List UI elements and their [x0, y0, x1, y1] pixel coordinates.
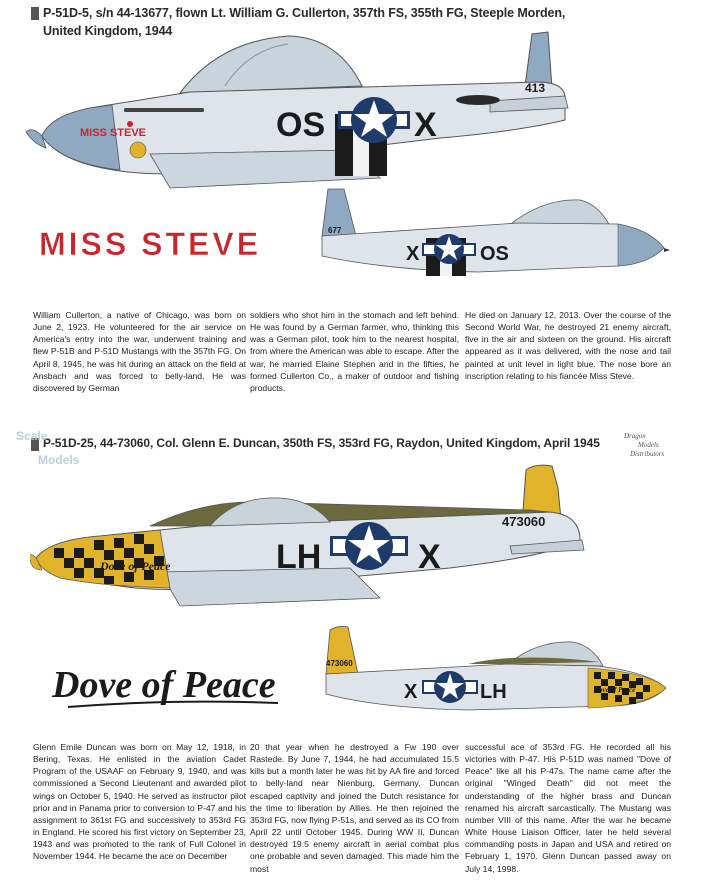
- section1-text-col3: He died on January 12, 2013. Over the course of the Second World War, he destroyed 21 enemy aircraft, five in the air and sixteen on the ground. His aircraft appeared as it was delivered, with the nose and tail painted at unit level in light blue. The nose bore an inscription relating to his fiancée Miss Steve.: [465, 310, 671, 381]
- tail-fin: [525, 32, 552, 88]
- code-right: X: [418, 538, 441, 576]
- small-code-right: OS: [480, 243, 509, 265]
- code-left: LH: [276, 538, 322, 576]
- wing: [160, 568, 380, 606]
- section1-title-line2: United Kingdom, 1944: [43, 24, 173, 38]
- small-code-left: X: [404, 681, 418, 703]
- dove-of-peace-large: Dove of Peace: [52, 664, 276, 706]
- nose-inscription: Dove of Peace: [100, 559, 171, 573]
- section1-title-line1: P-51D-5, s/n 44-13677, flown Lt. William G. Cullerton, 357th FS, 355th FG, Steeple Morden,: [43, 6, 566, 20]
- miss-steve-large: MISS STEVE: [39, 226, 262, 262]
- svg-text:Models: Models: [638, 441, 659, 449]
- section1-marker: [31, 7, 39, 20]
- svg-text:Models: Models: [38, 453, 80, 467]
- small-tail-serial: 473060: [326, 659, 353, 668]
- canopy: [210, 498, 330, 526]
- watermark-right-logo: [622, 430, 692, 460]
- svg-text:Dragon: Dragon: [624, 432, 646, 440]
- spinner: [26, 130, 46, 148]
- section1-text-col2: soldiers who shot him in the stomach and left behind. He was found by a German farmer, who, thinking this was a German pilot, took him to the nearest hospital, from where the American was able to escape. After the war, he married Elaine Stephen and in the fifties, he formed Cullerton Co., a maker of outdoor and fishing products.: [250, 310, 459, 393]
- code-left: OS: [276, 106, 326, 144]
- section1-side-view: [20, 28, 700, 203]
- small-tail-serial: 677: [328, 226, 342, 235]
- canopy: [180, 36, 362, 93]
- small-code-left: X: [406, 243, 420, 265]
- section2-text-col2: 20 that year when he destroyed a Fw 190 over Rastede. By June 7, 1944, he had accumulated 15.5 kills but a month later he was hit by AA fire and forced to belly-land near Nienburg, Germany. Duncan escaped captivity and joined the Dutch resistance for the time to liberation by Allies. He then rejoined the 353rd FG, now flying P-51s, and served as its CO from April 22 until October 1945. During WW II, Duncan destroyed 19.5 enemy aircraft in aerial combat plus one probable and seven damaged. This made him the most: [250, 742, 459, 874]
- section2-title: P-51D-25, 44-73060, Col. Glenn E. Duncan, 350th FS, 353rd FG, Raydon, United Kingdom, April 1945: [43, 436, 600, 450]
- section2-text-col1: Glenn Emile Duncan was born on May 12, 1918, in Bering, Texas. He enlisted in the aviation Cadet Program of the USAAF on February 9, 1940, and was commissioned a Second Lieutenant and awarded pilot wings on October 5, 1940. He served as instructor pilot prior and in Panama prior to conversion to P-47 and his assignment to 361st FG and successively to 353rd FG in England. He scored his first victory on September 23, 1943 and was promoted to the rank of Full Colonel in November 1944. He became the ace on December: [33, 742, 246, 862]
- section2-text-col3: successful ace of 353rd FG. He recorded all his victories with P-47. His P-51D was named "Dove of Peace" like all his P-47s. The name came after the original "Winged Death" did not meet the understanding of the higher brass and Duncan renamed his aircraft sarcastically. The Mustang was number VIII of this name. After the war he became White House Liaison Officer, later he held several commanding posts in Japan and USA and retired on February 1, 1970. Glenn Duncan passed away on July 14, 1998.: [465, 742, 671, 874]
- small-code-right: LH: [480, 681, 507, 703]
- small-nose-inscription: Dove of Peace: [594, 686, 636, 694]
- section2-side-view: [30, 460, 690, 620]
- section1-small-side-view: [318, 186, 670, 286]
- nose-inscription: MISS STEVE: [80, 127, 147, 139]
- section2-small-side-view: [318, 622, 670, 722]
- svg-text:Scale: Scale: [16, 429, 48, 443]
- svg-text:Distributors: Distributors: [630, 450, 665, 458]
- section1-text-col1: William Cullerton, a native of Chicago, was born on June 2, 1923. He volunteered for the air service on America's entry into the war, underwent training and flew P-51B and P-51D Mustangs with the 357th FG. On April 8, 1945, he was hit during an attack on the field at Ansbach and was forced to belly-land. He was discovered by German: [33, 310, 246, 393]
- tail-serial: 473060: [502, 514, 546, 529]
- code-right: X: [414, 106, 437, 144]
- section1-inscription-large: [35, 223, 305, 263]
- tail-serial: 413: [525, 81, 546, 95]
- section2-inscription-large: [48, 655, 298, 715]
